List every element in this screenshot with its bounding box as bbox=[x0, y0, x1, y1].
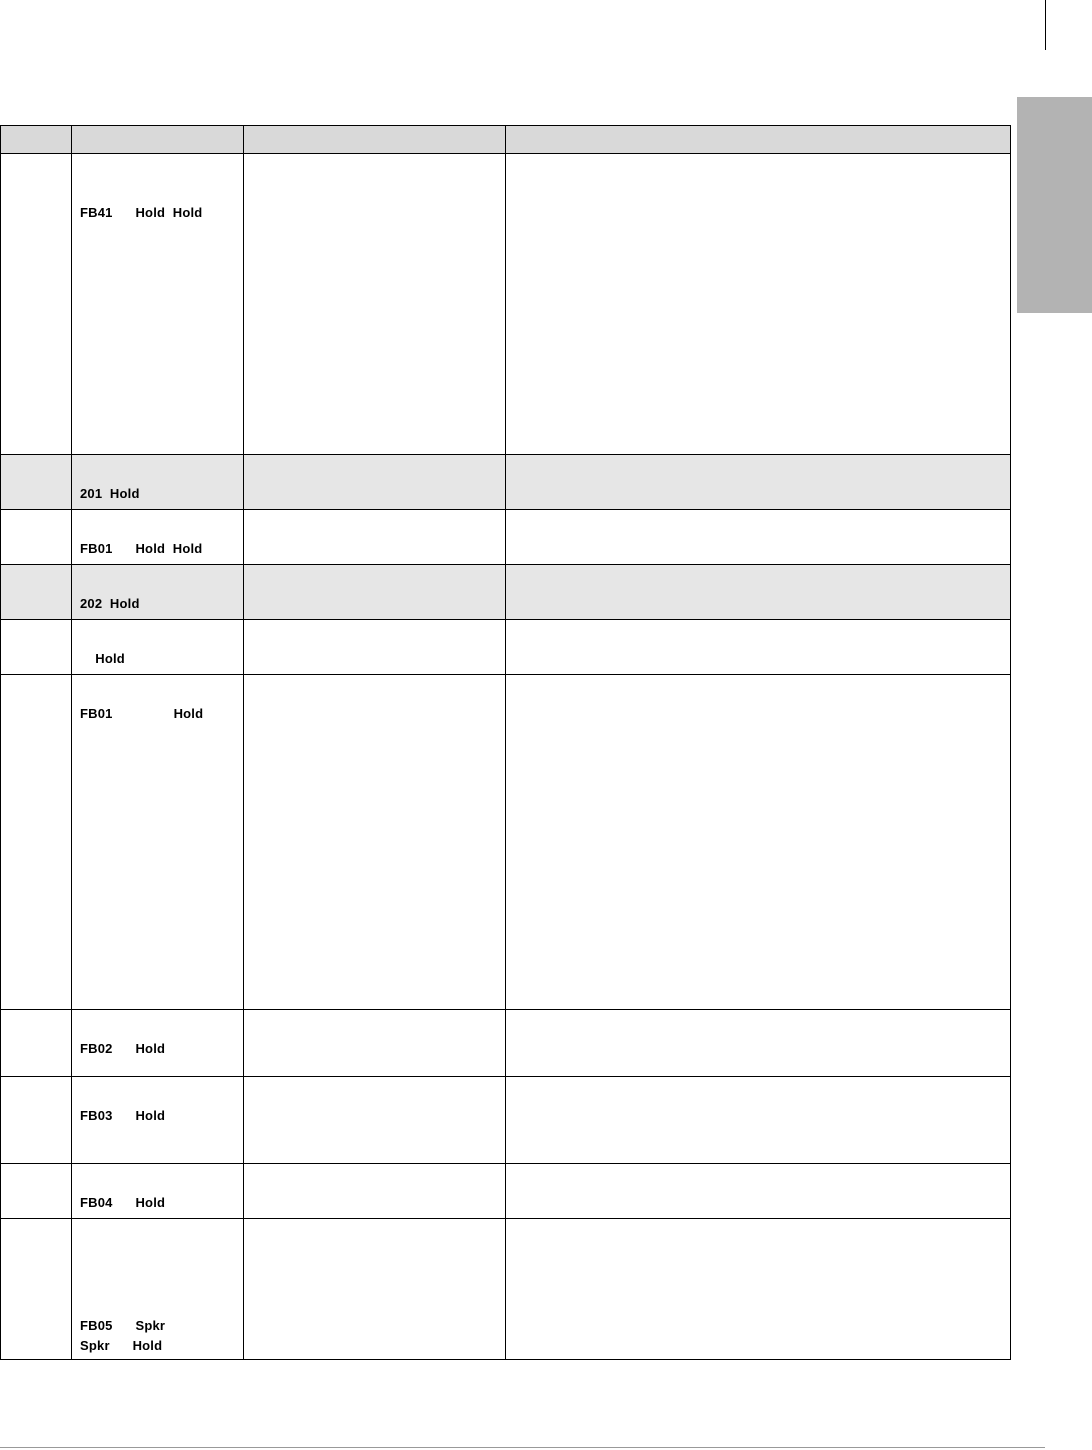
key-sequence: FB01 Hold bbox=[80, 706, 204, 721]
table-row bbox=[1, 1164, 1011, 1219]
procedure-table bbox=[0, 125, 1011, 1360]
header-step bbox=[1, 126, 72, 154]
key-sequence: Hold bbox=[80, 651, 125, 666]
table-row bbox=[1, 1077, 1011, 1164]
table-row bbox=[1, 620, 1011, 675]
footer-rule bbox=[0, 1447, 1045, 1448]
table-row bbox=[1, 675, 1011, 1010]
page-corner-rule bbox=[1045, 0, 1046, 50]
table-row bbox=[1, 1219, 1011, 1360]
key-sequence: FB02 Hold bbox=[80, 1041, 166, 1056]
table-header-row bbox=[1, 126, 1011, 154]
header-keys bbox=[72, 126, 244, 154]
table-row bbox=[1, 510, 1011, 565]
header-display bbox=[244, 126, 506, 154]
key-sequence: FB03 Hold bbox=[80, 1108, 166, 1123]
header-description bbox=[506, 126, 1011, 154]
table-row bbox=[1, 154, 1011, 455]
key-sequence-line2: Spkr Hold bbox=[80, 1338, 163, 1353]
table-row bbox=[1, 455, 1011, 510]
key-sequence: FB05 Spkr bbox=[80, 1318, 166, 1333]
key-sequence: FB41 Hold Hold bbox=[80, 205, 203, 220]
key-sequence: FB04 Hold bbox=[80, 1195, 166, 1210]
table-row bbox=[1, 565, 1011, 620]
table-row bbox=[1, 1010, 1011, 1077]
key-sequence: FB01 Hold Hold bbox=[80, 541, 203, 556]
key-sequence: 201 Hold bbox=[80, 486, 140, 501]
key-sequence: 202 Hold bbox=[80, 596, 140, 611]
chapter-thumb-tab bbox=[1017, 97, 1092, 313]
